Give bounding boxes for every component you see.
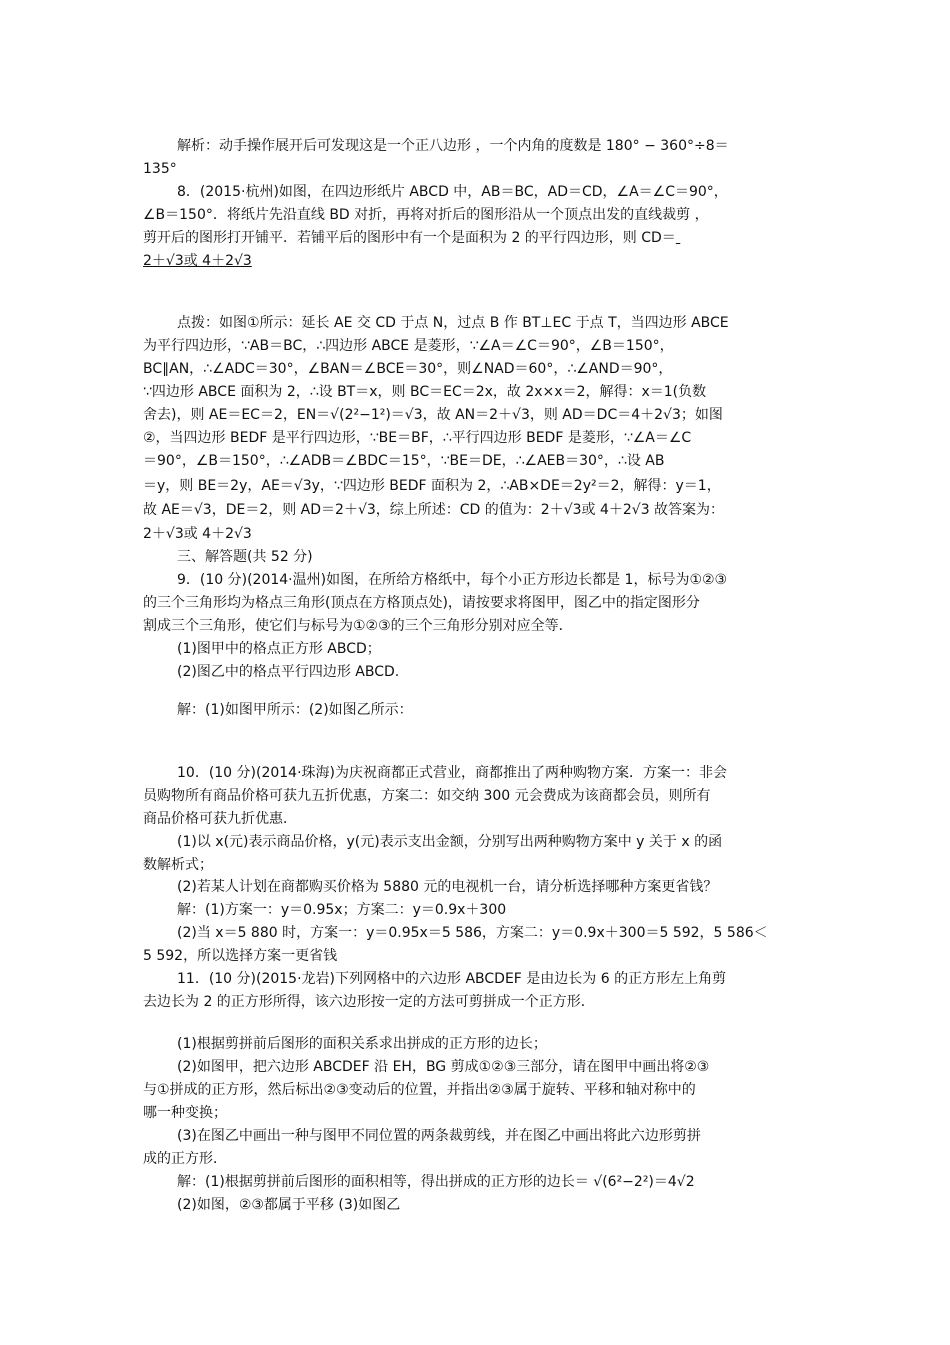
text-line: (2)图乙中的格点平行四边形 ABCD.	[177, 664, 400, 680]
section-heading: 三、解答题(共 52 分)	[177, 549, 313, 565]
text-line: ∠B＝150°．将纸片先沿直线 BD 对折，再将对折后的图形沿从一个顶点出发的直线裁剪 ，	[143, 207, 709, 223]
text-line: 解：(1)根据剪拼前后图形的面积相等，得出拼成的正方形的边长＝ √(6²−2²)＝4√2	[177, 1174, 695, 1190]
text-segment: 剪开后的图形打开铺平．若铺平后的图形中有一个是面积为 2 的平行四边形，则 CD＝	[143, 230, 676, 246]
text-line: 成的正方形．	[143, 1151, 227, 1167]
text-line: BC∥AN，∴∠ADC＝30°，∠BAN＝∠BCE＝30°，则∠NAD＝60°，∴∠AND＝90°，	[143, 361, 673, 377]
text-line: 的三个三角形均为格点三角形(顶点在方格顶点处)，请按要求将图甲，图乙中的指定图形分	[143, 595, 700, 611]
answer-underline	[676, 230, 680, 246]
text-line: 割成三个三角形，使它们与标号为①②③的三个三角形分别对应全等．	[143, 618, 573, 634]
text-line: 哪一种变换；	[143, 1105, 227, 1121]
text-line: 解：(1)如图甲所示：(2)如图乙所示：	[177, 702, 413, 718]
text-line: 8．(2015·杭州)如图，在四边形纸片 ABCD 中，AB＝BC，AD＝CD，∠A＝∠C＝90°，	[177, 184, 728, 200]
text-line: 10．(10 分)(2014·珠海)为庆祝商都正式营业，商都推出了两种购物方案．方案一：非会	[177, 765, 728, 781]
text-line: 为平行四边形，∵AB＝BC，∴四边形 ABCE 是菱形，∵∠A＝∠C＝90°，∠B＝150°，	[143, 338, 674, 354]
text-line: (3)在图乙中画出一种与图甲不同位置的两条裁剪线，并在图乙中画出将此六边形剪拼	[177, 1128, 701, 1144]
text-line: 去边长为 2 的正方形所得，该六边形按一定的方法可剪拼成一个正方形．	[143, 994, 595, 1010]
text-line: (2)若某人计划在商都购买价格为 5880 元的电视机一台，请分析选择哪种方案更省钱？	[177, 879, 718, 895]
text-line: 11．(10 分)(2015·龙岩)下列网格中的六边形 ABCDEF 是由边长为 6 的正方形左上角剪	[177, 971, 727, 987]
text-line: 2＋√3或 4＋2√3	[143, 526, 252, 542]
text-line: 与①拼成的正方形，然后标出②③变动后的位置，并指出②③属于旋转、平移和轴对称中的	[143, 1082, 696, 1098]
text-line: 点拨：如图①所示：延长 AE 交 CD 于点 N，过点 B 作 BT⊥EC 于点 T，当四边形 ABCE	[177, 315, 729, 331]
text-line: (1)图甲中的格点正方形 ABCD；	[177, 641, 381, 657]
text-line: (2)如图，②③都属于平移 (3)如图乙	[177, 1197, 401, 1213]
text-line: (2)如图甲，把六边形 ABCDEF 沿 EH，BG 剪成①②③三部分，请在图甲中画出将②③	[177, 1059, 710, 1075]
text-line: (1)以 x(元)表示商品价格，y(元)表示支出金额，分别写出两种购物方案中 y 关于 x 的函	[177, 834, 723, 850]
text-line: ∵四边形 ABCE 面积为 2，∴设 BT＝x，则 BC＝EC＝2x，故 2x×x＝2，解得：x＝1(负数	[143, 384, 707, 400]
text-line: ＝y，则 BE＝2y，AE＝√3y，∵四边形 BEDF 面积为 2，∴AB×DE＝2y²＝2，解得：y＝1，	[143, 478, 721, 494]
text-line: 5 592，所以选择方案一更省钱	[143, 948, 338, 964]
text-line: 舍去)，则 AE＝EC＝2，EN＝√(2²−1²)＝√3，故 AN＝2＋√3，则 AD＝DC＝4＋2√3；如图	[143, 407, 723, 423]
text-line: ②，当四边形 BEDF 是平行四边形，∵BE＝BF，∴平行四边形 BEDF 是菱形，∵∠A＝∠C	[143, 430, 692, 446]
text-line: ＝90°，∠B＝150°，∴∠ADB＝∠BDC＝15°，∵BE＝DE，∴∠AEB＝30°，∴设 AB	[143, 453, 665, 469]
text-line: 9．(10 分)(2014·温州)如图，在所给方格纸中，每个小正方形边长都是 1，标号为①②③	[177, 572, 728, 588]
text-line: (2)当 x＝5 880 时，方案一：y＝0.95x＝5 586，方案二：y＝0.9x＋300＝5 592，5 586＜	[177, 925, 768, 941]
text-line	[143, 228, 823, 248]
text-line: 数解析式；	[143, 857, 213, 873]
answer-text: 2＋√3或 4＋2√3	[143, 253, 252, 269]
text-line: 解：(1)方案一：y＝0.95x；方案二：y＝0.9x＋300	[177, 902, 507, 918]
text-line: (1)根据剪拼前后图形的面积关系求出拼成的正方形的边长；	[177, 1036, 547, 1052]
text-line: 解析：动手操作展开后可发现这是一个正八边形 ，一个内角的度数是 180° − 360°÷8＝	[177, 138, 729, 154]
text-line: 135°	[143, 161, 177, 177]
text-line: 员购物所有商品价格可获九五折优惠，方案二：如交纳 300 元会费成为该商都会员，则所有	[143, 788, 711, 804]
text-line: 商品价格可获九折优惠．	[143, 811, 297, 827]
text-line: 故 AE＝√3，DE＝2，则 AD＝2＋√3，综上所述：CD 的值为：2＋√3或 4＋2√3 故答案为：	[143, 502, 725, 518]
